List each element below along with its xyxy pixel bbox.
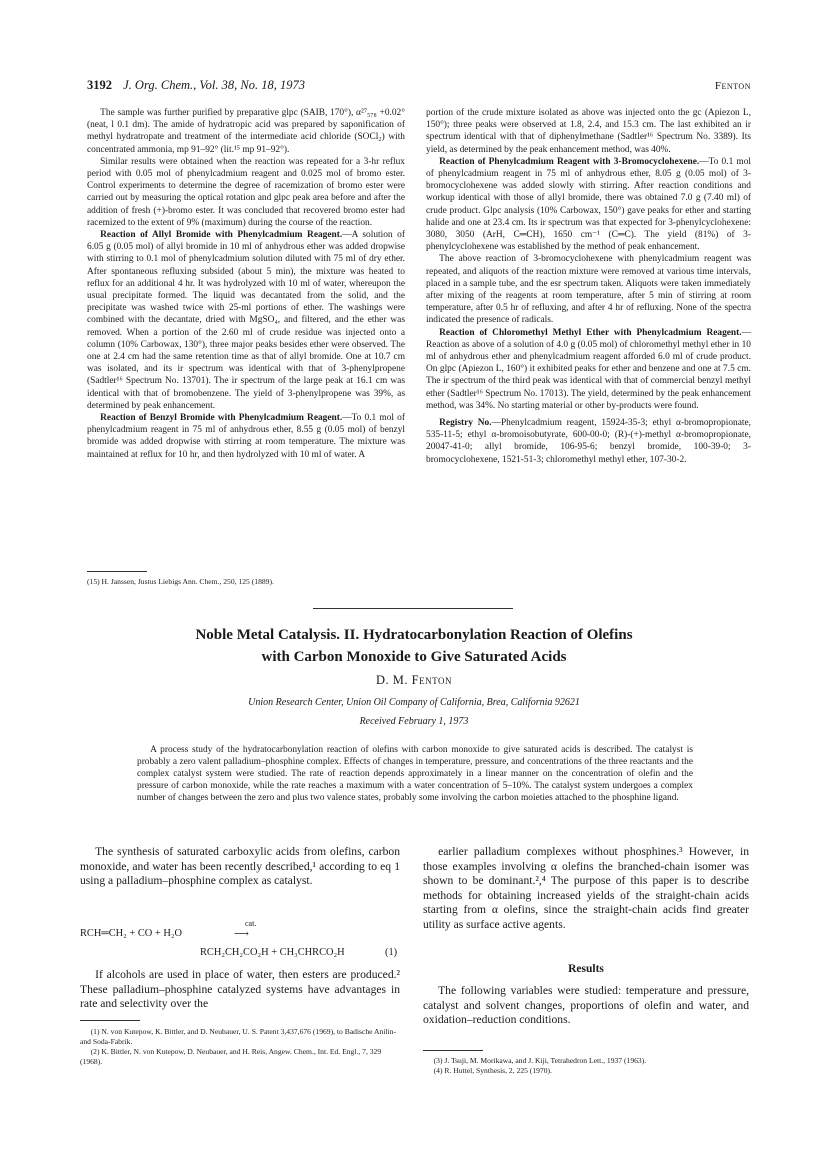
section-heading-results: Results [568, 963, 604, 975]
paragraph: Similar results were obtained when the reaction was repeated for a 3-hr reflux period with 0.05 mol of phenylcadmium reagent and 0.025 mol of bromo ester. Control experiments to determine the degree of racemization of bromo ester were carried out by measuring the optical rotation and glpc peak area before and after the addition of fresh (+)-bromo ester. It was concluded that recovered bromo ester had racemized to the extent of 9% (maximum) during the course of the reaction. [87, 156, 405, 228]
equation-products: RCH₂CH₂CO₂H + CH₃CHRCO₂H [200, 947, 345, 958]
paragraph: The above reaction of 3-bromocyclohexene with phenylcadmium reagent was repeated, and aliquots of the reaction mixture were removed at various time intervals, placed in a sample tube, and the esr spectrum taken. Aliquots were taken immediately after mixing of the reagents at room temperature, after 5 min of stirring at room temperature, after 0.5 hr of refluxing, and after 4 hr of refluxing. None of the spectra indicated the presence of radicals. [426, 254, 751, 326]
equation-arrow-label: cat. [245, 919, 257, 928]
footnote: (3) J. Tsuji, M. Morikawa, and J. Kiji, Tetrahedron Lett., 1937 (1963). [433, 1056, 647, 1065]
right-column-paragraph: earlier palladium complexes without phosphines.³ However, in those examples involving α olefins the branched-chain isomer was shown to be dominant.²,⁴ The purpose of this paper is to describe methods for obtaining increased yields of the straight-chain acids starting from α olefins, since the straight-chain acids find greater utility as surface active agents. [423, 845, 749, 931]
footnote-rule [423, 1050, 483, 1051]
running-header [87, 78, 305, 93]
reaction-arrow-icon: ⟶ [234, 929, 249, 940]
paragraph-heading: Reaction of Phenylcadmium Reagent with 3-Bromocyclohexene. [439, 156, 700, 167]
prev-article-left-column [87, 107, 405, 461]
paragraph: Reaction of Allyl Bromide with Phenylcadmium Reagent.—A solution of 6.05 g (0.05 mol) of allyl bromide in 10 ml of anhydrous ether was added dropwise with stirring to 0.1 mol of phenylcadmium solution diluted with 75 ml of dry ether. After spontaneous refluxing subsided (about 5 min), the mixture was heated to reflux for an additional 4 hr. It was hydrolyzed with 10 ml of water, whereupon the usual precipitate formed. The liquid was decantated from the solid, and the precipitate was washed twice with 25-ml portions of ether. The washings were combined with the decantate, dried with MgSO₄, and filtered, and the ether was removed. When a portion of the 2.60 ml of crude residue was injected onto a column (10% Carbowax, 130°), three major peaks besides ether were observed. The one at 2.4 cm had the same retention time as that of allyl bromide. One at 10.7 cm was isolated, and its ir spectrum was identical with that of 3-phenylpropene (Sadtler¹⁶ Spectrum No. 13701). The ir spectrum of the large peak at 16.1 cm was identical with that of bromobenzene. The yield of 3-phenylpropene was 39%, as determined by peak enhancement. [87, 230, 405, 411]
equation-number: (1) [385, 947, 398, 958]
intro-paragraph-2: If alcohols are used in place of water, then esters are produced.² These palladium–phosphine catalyzed systems have advantages in rate and selectivity over the [80, 968, 400, 1011]
footnotes-right [423, 1056, 749, 1076]
paragraph-heading: Reaction of Allyl Bromide with Phenylcadmium Reagent. [100, 230, 343, 241]
footnote-rule [87, 571, 147, 572]
paragraph: Reaction of Benzyl Bromide with Phenylcadmium Reagent.—To 0.1 mol of phenylcadmium reagent in 75 ml of anhydrous ether, 8.55 g (0.05 mol) of benzyl bromide was added dropwise with stirring at room temperature. The mixture was maintained at reflux for 10 hr, and then hydrolyzed with 10 ml of water. A [87, 413, 405, 460]
paragraph: Reaction of Phenylcadmium Reagent with 3-Bromocyclohexene.—To 0.1 mol of phenylcadmium reagent in 75 ml of anhydrous ether, 8.05 g (0.05 mol) of 3-bromocyclohexene was added slowly with stirring. After reaction conditions and workup identical with those of allyl bromide, there was obtained 7.0 g (7.40 ml) of crude product. Glpc analysis (10% Carbowax, 150°) gave peaks for ether and starting halide and one at 23.4 cm. Its ir spectrum was that expected for 3-phenylcyclohexene: 3080, 3050 (ArH, C═CH), 1650 cm⁻¹ (C═C). The yield (81%) of 3-phenylcyclohexene was established by the method of peak enhancement. [426, 156, 751, 253]
page-number: 3192 [87, 78, 112, 92]
author-affiliation: Union Research Center, Union Oil Company of California, Brea, California 92621 [248, 697, 580, 708]
equation-reactants: RCH═CH₂ + CO + H₂O [80, 928, 182, 939]
footnote: (2) K. Bittler, N. von Kutepow, D. Neubauer, and H. Reis, Angew. Chem., Int. Ed. Engl., 7, 329 (1968). [80, 1047, 382, 1066]
paragraph-heading: Reaction of Benzyl Bromide with Phenylcadmium Reagent. [100, 413, 343, 424]
footnote-rule [80, 1020, 140, 1021]
paragraph: Registry No.—Phenylcadmium reagent, 15924-35-3; ethyl α-bromopropionate, 535-11-5; ethyl α-bromoisobutyrate, 600-00-0; (R)-(+)-methyl α-bromopropionate, 20047-41-0; allyl bromide, 106-95-6; benzyl bromide, 100-39-0; 3-bromocyclohexene, 1521-51-3; chloromethyl methyl ether, 107-30-2. [426, 418, 751, 465]
paragraph: portion of the crude mixture isolated as above was injected onto the gc (Apiezon L, 150°); three peaks were observed at 1.8, 2.4, and 15.3 cm. The last exhibited an ir spectrum identical with that of diphenylmethane (Sadtler¹⁶ Spectrum No. 3389). Its yield, as determined by the peak enhancement method, was 40%. [426, 108, 751, 155]
journal-citation: J. Org. Chem., Vol. 38, No. 18, 1973 [123, 78, 305, 92]
paragraph: The sample was further purified by preparative glpc (SAIB, 170°), α²⁷₅₇₈ +0.02° (neat, l 0.1 dm). The amide of hydratropic acid was prepared by saponification of methyl hydratropate and treatment of the intermediate acid chloride (SOCl₂) with concentrated ammonia, mp 91–92° (lit.¹⁵ mp 91–92°). [87, 108, 405, 155]
prev-article-right-column [426, 107, 751, 466]
paragraph: Reaction of Chloromethyl Methyl Ether with Phenylcadmium Reagent.—Reaction as above of a solution of 4.0 g (0.05 mol) of chloromethyl methyl ether in 10 ml of anhydrous ether and phenylcadmium reagent afforded 6.0 ml of crude product. On glpc (Apiezon L, 160°) it exhibited peaks for ether and benzene and one at 7.5 cm. The ir spectrum of the third peak was identical with that of commercial benzyl methyl ether (Sadtler¹⁶ Spectrum No. 17013). The yield, determined by the peak enhancement method, was 34%. No starting material or other by-products were found. [426, 327, 751, 411]
intro-paragraph: The synthesis of saturated carboxylic acids from olefins, carbon monoxide, and water has been recently described,¹ according to eq 1 using a palladium–phosphine complex as catalyst. [80, 845, 400, 888]
footnote: (1) N. von Kutepow, K. Bittler, and D. Neubauer, U. S. Patent 3,437,676 (1969), to Badische Anilin- and Soda-Fabrik. [80, 1027, 396, 1046]
article-separator [313, 608, 513, 609]
article-title: Noble Metal Catalysis. II. Hydratocarbonylation Reaction of Olefins with Carbon Monoxide to Give Saturated Acids [195, 627, 633, 665]
paragraph-heading: Reaction of Chloromethyl Methyl Ether with Phenylcadmium Reagent. [439, 327, 742, 338]
footnote: (4) R. Huttel, Synthesis, 2, 225 (1970). [433, 1066, 552, 1075]
abstract: A process study of the hydratocarbonylation reaction of olefins with carbon monoxide to give saturated acids is described. The catalyst is probably a zero valent palladium–phosphine complex. Effects of changes in temperature, pressure, and concentrations of the three reactants and the complex catalyst system were studied. The rate of reaction depends approximately in a linear manner on the concentration of olefin and the pressure of carbon monoxide, while the rate reaches a maximum with a water concentration of 5–10%. The catalyst system undergoes a complex number of changes between the zero and plus two valence states, probably some involving the carbon moieties attached to the phosphine ligand. [137, 745, 693, 803]
received-date: Received February 1, 1973 [359, 716, 469, 727]
paragraph-heading: Registry No. [439, 418, 492, 429]
prev-footnote: (15) H. Janssen, Justus Liebigs Ann. Chem., 250, 125 (1889). [87, 577, 274, 586]
equation-1 [80, 921, 410, 963]
footnotes-left [80, 1027, 400, 1067]
running-author: Fenton [714, 80, 751, 92]
results-paragraph: The following variables were studied: temperature and pressure, catalyst and solvent changes, proportions of olefin and water, and oxidation–reduction conditions. [423, 984, 749, 1027]
article-author: D. M. Fenton [376, 673, 452, 687]
